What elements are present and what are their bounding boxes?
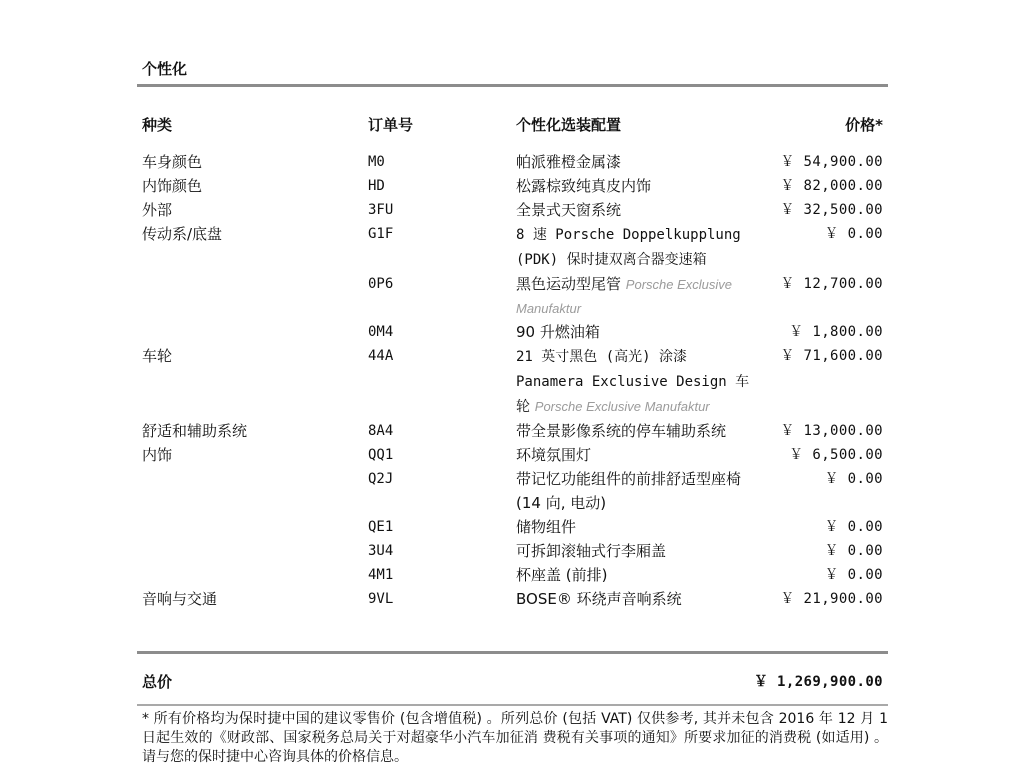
row-option <box>516 320 758 344</box>
row-price: ￥ 0.00 <box>824 471 883 487</box>
row-option <box>516 198 758 222</box>
row-category: 内饰 <box>142 446 173 464</box>
row-option <box>516 443 758 467</box>
row-price: ￥ 6,500.00 <box>789 447 883 463</box>
row-price: ￥ 1,800.00 <box>789 324 883 340</box>
row-order-number: 0P6 <box>368 276 394 292</box>
row-option-text: 环境氛围灯 <box>516 446 592 464</box>
table-row <box>0 443 1024 467</box>
row-option-note: Porsche Exclusive Manufaktur <box>534 399 710 414</box>
row-option <box>516 222 758 272</box>
row-price: ￥ 0.00 <box>824 519 883 535</box>
row-price: ￥ 82,000.00 <box>780 178 883 194</box>
table-row <box>0 539 1024 563</box>
row-category: 传动系/底盘 <box>142 225 223 243</box>
row-option-text: 全景式天窗系统 <box>516 201 622 219</box>
row-option-text: 帕派雅橙金属漆 <box>516 153 622 171</box>
table-row <box>0 222 1024 272</box>
table-row <box>0 563 1024 587</box>
total-divider-bottom <box>137 704 888 706</box>
header-price: 价格* <box>845 116 883 134</box>
row-option <box>516 539 758 563</box>
table-row <box>0 320 1024 344</box>
row-option <box>516 419 758 443</box>
row-option <box>516 563 758 587</box>
row-order-number: QQ1 <box>368 447 394 463</box>
row-option <box>516 467 758 515</box>
row-category: 车轮 <box>142 347 173 365</box>
row-order-number: 3FU <box>368 202 394 218</box>
row-price: ￥ 54,900.00 <box>780 154 883 170</box>
row-price: ￥ 32,500.00 <box>780 202 883 218</box>
total-label: 总价 <box>142 673 173 691</box>
table-row <box>0 419 1024 443</box>
row-price: ￥ 0.00 <box>824 543 883 559</box>
row-order-number: G1F <box>368 226 394 242</box>
row-option <box>516 150 758 174</box>
row-option-text: 松露棕致纯真皮内饰 <box>516 177 652 195</box>
table-row <box>0 467 1024 515</box>
header-divider <box>137 84 888 87</box>
row-category: 舒适和辅助系统 <box>142 422 248 440</box>
section-title: 个性化 <box>142 60 188 78</box>
row-option-text: 带记忆功能组件的前排舒适型座椅 (14 向, 电动) <box>516 470 742 512</box>
row-price: ￥ 71,600.00 <box>780 348 883 364</box>
row-category: 音响与交通 <box>142 590 218 608</box>
row-price: ￥ 21,900.00 <box>780 591 883 607</box>
row-order-number: 3U4 <box>368 543 394 559</box>
table-row <box>0 174 1024 198</box>
row-category: 外部 <box>142 201 173 219</box>
row-option <box>516 174 758 198</box>
total-price: ￥ 1,269,900.00 <box>753 674 883 690</box>
row-order-number: 44A <box>368 348 394 364</box>
row-price: ￥ 0.00 <box>824 226 883 242</box>
row-option <box>516 587 758 611</box>
options-table <box>0 150 1024 611</box>
row-option <box>516 344 758 419</box>
row-option-text: 黑色运动型尾管 <box>516 275 622 293</box>
row-order-number: M0 <box>368 154 385 170</box>
table-header <box>0 114 1024 138</box>
table-row <box>0 344 1024 419</box>
row-order-number: Q2J <box>368 471 394 487</box>
row-option-text: BOSE® 环绕声音响系统 <box>516 590 682 608</box>
row-order-number: 4M1 <box>368 567 394 583</box>
row-price: ￥ 0.00 <box>824 567 883 583</box>
row-option-text: 杯座盖 (前排) <box>516 566 608 584</box>
row-order-number: QE1 <box>368 519 394 535</box>
row-option <box>516 515 758 539</box>
row-option-note: Porsche Exclusive Manufaktur <box>516 277 733 316</box>
table-row <box>0 587 1024 611</box>
table-row <box>0 515 1024 539</box>
row-option <box>516 272 758 320</box>
row-option-text: 可拆卸滚轴式行李厢盖 <box>516 542 667 560</box>
row-order-number: 0M4 <box>368 324 394 340</box>
row-option-text: 储物组件 <box>516 518 577 536</box>
header-option: 个性化选装配置 <box>516 116 622 134</box>
row-category: 内饰颜色 <box>142 177 203 195</box>
row-category: 车身颜色 <box>142 153 203 171</box>
row-option-text: 21 英寸黑色 (高光) 涂漆 Panamera Exclusive Design 车轮 <box>516 349 750 415</box>
row-option-text: 90 升燃油箱 <box>516 323 600 341</box>
row-order-number: HD <box>368 178 385 194</box>
row-price: ￥ 12,700.00 <box>780 276 883 292</box>
row-price: ￥ 13,000.00 <box>780 423 883 439</box>
table-row <box>0 150 1024 174</box>
price-footnote: * 所有价格均为保时捷中国的建议零售价 (包含增值税) 。所列总价 (包括 VAT) 仅供参考, 其并未包含 2016 年 12 月 1 日起生效的《财政部、国家税务总局关于对超豪华小汽车加征消 费税有关事项的通知》所要求加征的消费税 (如适用) 。请与您的保时捷中心咨询具体的价格信息。 <box>142 711 888 765</box>
header-category: 种类 <box>142 116 173 134</box>
row-order-number: 9VL <box>368 591 394 607</box>
table-row <box>0 198 1024 222</box>
table-row <box>0 272 1024 320</box>
total-divider-top <box>137 651 888 654</box>
row-order-number: 8A4 <box>368 423 394 439</box>
header-order-number: 订单号 <box>368 116 414 134</box>
row-option-text: 带全景影像系统的停车辅助系统 <box>516 422 727 440</box>
row-option-text: 8 速 Porsche Doppelkupplung (PDK) 保时捷双离合器变速箱 <box>516 227 741 268</box>
